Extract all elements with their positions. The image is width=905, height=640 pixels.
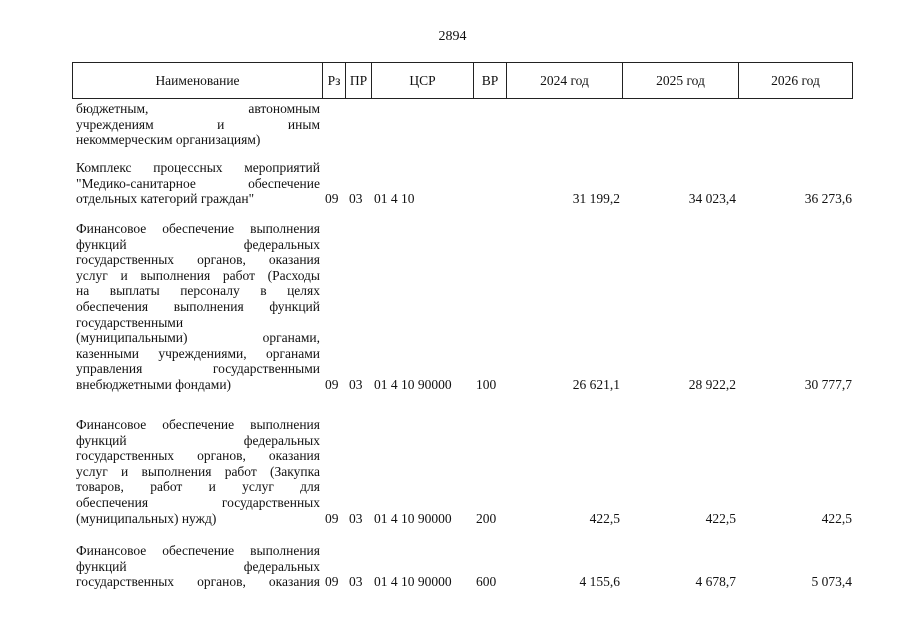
row-value-2026: 36 273,6 xyxy=(804,191,852,207)
row-name-line: управления государственными xyxy=(76,361,320,377)
row-name-line: обеспечения выполнения функций xyxy=(76,298,320,314)
row-rz: 09 xyxy=(325,191,339,207)
row-name-line: Финансовое обеспечение выполнения xyxy=(76,417,320,432)
row-name xyxy=(76,221,320,393)
row-value-2024: 31 199,2 xyxy=(572,191,620,207)
row-pr: 03 xyxy=(349,377,363,392)
row-name-line: отдельных категорий граждан" xyxy=(76,191,255,207)
row-name-line: на выплаты персоналу в целях xyxy=(76,283,320,299)
row-value-2025: 4 678,7 xyxy=(695,574,736,590)
row-vr: 100 xyxy=(476,377,497,392)
row-value-2025: 28 922,2 xyxy=(688,377,736,392)
header-vr: ВР xyxy=(474,63,507,98)
row-name-line: учреждениям и иным xyxy=(76,116,320,132)
row-value-2024: 26 621,1 xyxy=(572,377,620,392)
row-name-line: услуг и выполнения работ (Расходы xyxy=(76,267,320,283)
row-name-line: (муниципальных) нужд) xyxy=(76,510,217,526)
row-name-line: государственными xyxy=(76,314,184,330)
row-name xyxy=(76,417,320,526)
row-name-line: Финансовое обеспечение выполнения xyxy=(76,543,320,558)
row-pr: 03 xyxy=(349,510,363,526)
row-name-line: товаров, работ и услуг для xyxy=(76,479,320,495)
row-name-line: обеспечения государственных xyxy=(76,494,320,510)
row-name-line: функций федеральных xyxy=(76,558,320,574)
row-name-line: казенными учреждениями, органами xyxy=(76,345,320,361)
row-rz: 09 xyxy=(325,377,339,392)
row-csr: 01 4 10 xyxy=(374,191,415,207)
row-name xyxy=(76,101,320,148)
header-2026: 2026 год xyxy=(771,73,820,88)
row-name-line: государственных органов, оказания xyxy=(76,252,320,268)
row-csr: 01 4 10 90000 xyxy=(374,510,452,526)
header-pr: ПР xyxy=(346,63,372,98)
row-csr: 01 4 10 90000 xyxy=(374,574,452,590)
row-value-2026: 30 777,7 xyxy=(804,377,852,392)
row-rz: 09 xyxy=(325,574,339,590)
row-value-2026: 422,5 xyxy=(821,510,852,526)
row-rz: 09 xyxy=(325,510,339,526)
row-value-2025: 34 023,4 xyxy=(688,191,736,207)
header-name: Наименование xyxy=(73,63,323,98)
row-csr: 01 4 10 90000 xyxy=(374,377,452,392)
row-vr: 600 xyxy=(476,574,497,590)
row-name-line: бюджетным, автономным xyxy=(76,101,320,116)
header-2025: 2025 год xyxy=(623,63,739,98)
row-name-line: Комплекс процессных мероприятий xyxy=(76,160,320,175)
row-pr: 03 xyxy=(349,191,363,207)
table-header xyxy=(72,62,853,99)
row-value-2026: 5 073,4 xyxy=(811,574,852,590)
row-pr: 03 xyxy=(349,574,363,590)
row-name-line: функций федеральных xyxy=(76,236,320,252)
header-rz: Рз xyxy=(323,63,346,98)
row-name xyxy=(76,543,320,590)
row-name-line: некоммерческим организациям) xyxy=(76,132,261,148)
row-value-2025: 422,5 xyxy=(705,510,736,526)
row-name-line: (муниципальными) органами, xyxy=(76,330,320,346)
page-number: 2894 xyxy=(438,29,467,44)
row-name-line: функций федеральных xyxy=(76,432,320,448)
row-name-line: Финансовое обеспечение выполнения xyxy=(76,221,320,236)
row-vr: 200 xyxy=(476,510,497,526)
row-name-line: государственных органов, оказания xyxy=(76,448,320,464)
row-name-line: услуг и выполнения работ (Закупка xyxy=(76,463,320,479)
header-2024: 2024 год xyxy=(507,63,623,98)
row-value-2024: 422,5 xyxy=(589,510,620,526)
row-name-line: внебюджетными фондами) xyxy=(76,376,232,392)
row-name xyxy=(76,160,320,207)
row-name-line: государственных органов, оказания xyxy=(76,574,320,590)
header-csr: ЦСР xyxy=(372,63,474,98)
row-name-line: "Медико-санитарное обеспечение xyxy=(76,175,320,191)
row-value-2024: 4 155,6 xyxy=(579,574,620,590)
